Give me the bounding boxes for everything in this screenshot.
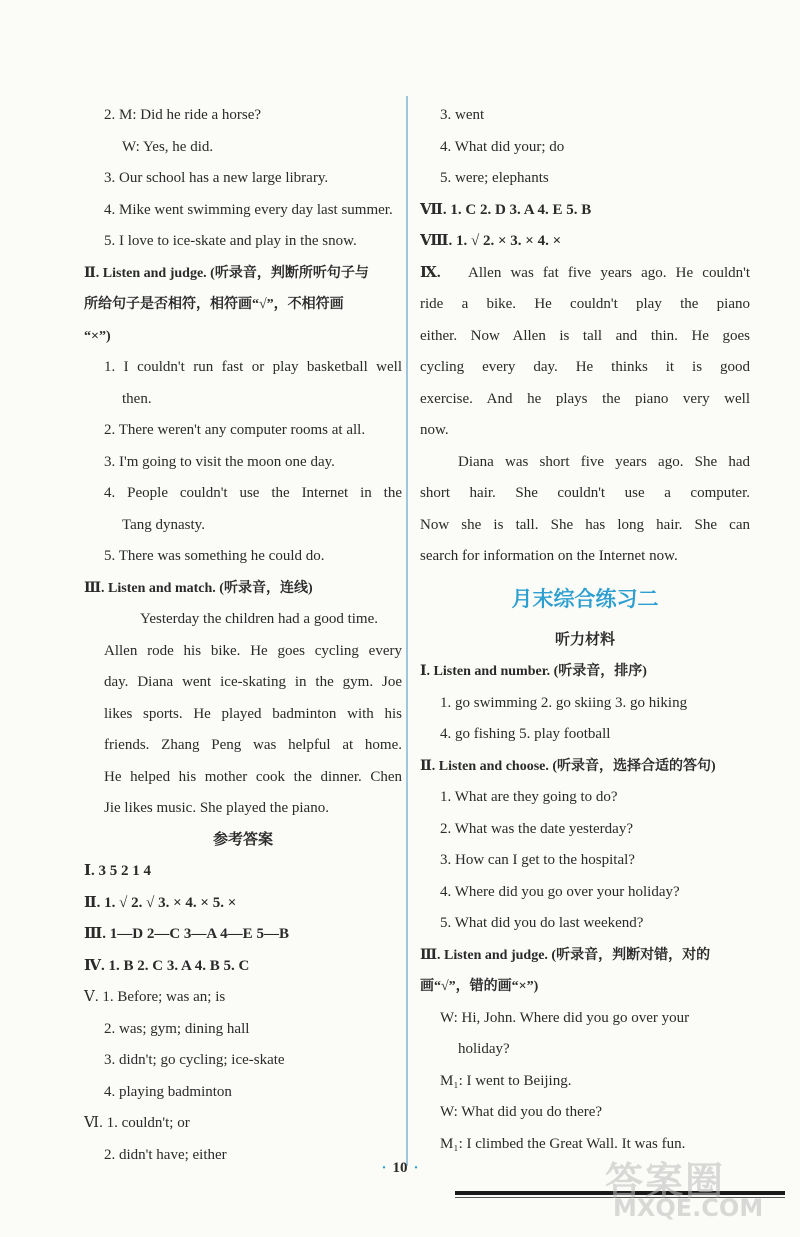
paragraph-line: Allen rode his bike. He goes cycling every: [104, 642, 402, 659]
watermark-url: MXQE.COM: [613, 1194, 764, 1222]
text-line: 5. I love to ice-skate and play in the snow.: [104, 233, 357, 249]
paragraph-line: Yesterday the children had a good time.: [140, 611, 379, 627]
answer-line: Ⅴ. 1. Before; was an; is: [84, 989, 226, 1005]
text-line: 5. There was something he could do.: [104, 548, 325, 564]
text-line: then.: [122, 390, 152, 407]
text-line: 5. were; elephants: [440, 170, 549, 186]
answer-line: Ⅲ. 1—D 2—C 3—A 4—E 5—B: [84, 926, 289, 942]
paragraph-line: now.: [420, 422, 449, 438]
text-line: 4. Where did you go over your holiday?: [440, 883, 680, 900]
text-line: 1. What are they going to do?: [440, 789, 618, 805]
paragraph-line: Diana was short five years ago. She had: [458, 453, 750, 470]
text-line: 2. M: Did he ride a horse?: [104, 107, 262, 123]
text-line: 2. There weren't any computer rooms at all.: [104, 422, 366, 438]
answer-line: Ⅳ. 1. B 2. C 3. A 4. B 5. C: [84, 957, 250, 974]
section-heading: 所给句子是否相符，相符画“√”，不相符画: [84, 297, 344, 312]
left-column: [84, 100, 402, 1171]
answers-title: 参考答案: [212, 831, 273, 848]
paragraph-line: friends. Zhang Peng was helpful at home.: [104, 737, 402, 753]
answer-line: Ⅱ. 1. √ 2. √ 3. × 4. × 5. ×: [84, 894, 237, 911]
text-line: 3. I'm going to visit the moon one day.: [104, 453, 335, 470]
column-divider: [406, 96, 408, 1166]
text-line: W: Yes, he did.: [122, 138, 214, 155]
unit-title: 月末综合练习二: [511, 586, 659, 611]
section-heading: Ⅲ. Listen and match. (听录音，连线): [84, 580, 313, 596]
text-line: 4. go fishing 5. play football: [440, 726, 611, 742]
section-heading: 画“√”，错的画“×”): [420, 979, 539, 994]
answer-line: Ⅶ. 1. C 2. D 3. A 4. E 5. B: [420, 201, 592, 218]
dialogue-line: W: Hi, John. Where did you go over your: [440, 1009, 690, 1026]
answer-line: 2. didn't have; either: [104, 1146, 227, 1163]
answer-line: 3. didn't; go cycling; ice-skate: [104, 1052, 285, 1068]
paragraph-line: exercise. And he plays the piano very well: [420, 390, 750, 407]
section-heading: Ⅱ. Listen and judge. (听录音，判断所听句子与: [84, 265, 369, 281]
page-number-value: 10: [392, 1160, 408, 1176]
section-heading: Ⅲ. Listen and judge. (听录音，判断对错，对的: [420, 947, 711, 963]
text-line: 1. go swimming 2. go skiing 3. go hiking: [440, 694, 688, 711]
paragraph-text: Allen was fat five years ago. He couldn't: [468, 264, 750, 281]
paragraph-line: likes sports. He played badminton with his: [104, 705, 402, 722]
paragraph-line: day. Diana went ice-skating in the gym. Joe: [104, 674, 402, 690]
section-heading: Ⅰ. Listen and number. (听录音，排序): [420, 664, 647, 679]
dialogue-line: W: What did you do there?: [440, 1104, 603, 1120]
dialogue-line: holiday?: [458, 1041, 510, 1057]
answer-line: 4. playing badminton: [104, 1083, 232, 1100]
text-line: 1. I couldn't run fast or play basketball well: [104, 359, 402, 375]
paragraph-first-line: [420, 258, 750, 290]
paragraph-line: short hair. She couldn't use a computer.: [420, 485, 750, 501]
section-number: Ⅸ.: [420, 264, 441, 281]
section-heading: “×”): [84, 328, 111, 344]
text-line: 4. People couldn't use the Internet in the: [104, 485, 402, 501]
text-line: 2. What was the date yesterday?: [440, 820, 633, 837]
answer-line: Ⅰ. 3 5 2 1 4: [84, 863, 152, 879]
paragraph-line: search for information on the Internet now.: [420, 548, 678, 564]
paragraph-line: either. Now Allen is tall and thin. He goes: [420, 327, 750, 344]
text-line: 5. What did you do last weekend?: [440, 915, 644, 931]
text-line: 3. How can I get to the hospital?: [440, 852, 635, 868]
subsection-title: 听力材料: [554, 631, 615, 648]
paragraph-line: Jie likes music. She played the piano.: [104, 800, 329, 816]
watermark: [605, 1150, 790, 1230]
text-line: Tang dynasty.: [122, 516, 205, 533]
paragraph-line: He helped his mother cook the dinner. Chen: [104, 768, 402, 785]
dialogue-line: M₁: I went to Beijing.: [440, 1072, 572, 1089]
bullet-icon: ·: [413, 1160, 419, 1176]
text-line: 3. Our school has a new large library.: [104, 170, 329, 186]
paragraph-line: ride a bike. He couldn't play the piano: [420, 296, 750, 312]
answer-line: 2. was; gym; dining hall: [104, 1020, 250, 1037]
text-line: 3. went: [440, 107, 485, 123]
bullet-icon: ·: [381, 1160, 387, 1176]
watermark-logo-text: 答案圈: [605, 1159, 726, 1203]
answer-line: Ⅷ. 1. √ 2. × 3. × 4. ×: [420, 233, 562, 249]
paragraph-line: Now she is tall. She has long hair. She can: [420, 516, 750, 533]
paragraph-line: cycling every day. He thinks it is good: [420, 359, 750, 375]
section-heading: Ⅱ. Listen and choose. (听录音，选择合适的答句): [420, 758, 716, 774]
right-column: [420, 100, 750, 1160]
text-line: 4. Mike went swimming every day last summer.: [104, 201, 393, 218]
dialogue-line: M₁: I climbed the Great Wall. It was fun.: [440, 1135, 686, 1152]
text-line: 4. What did your; do: [440, 138, 565, 155]
answer-line: Ⅵ. 1. couldn't; or: [84, 1115, 190, 1131]
